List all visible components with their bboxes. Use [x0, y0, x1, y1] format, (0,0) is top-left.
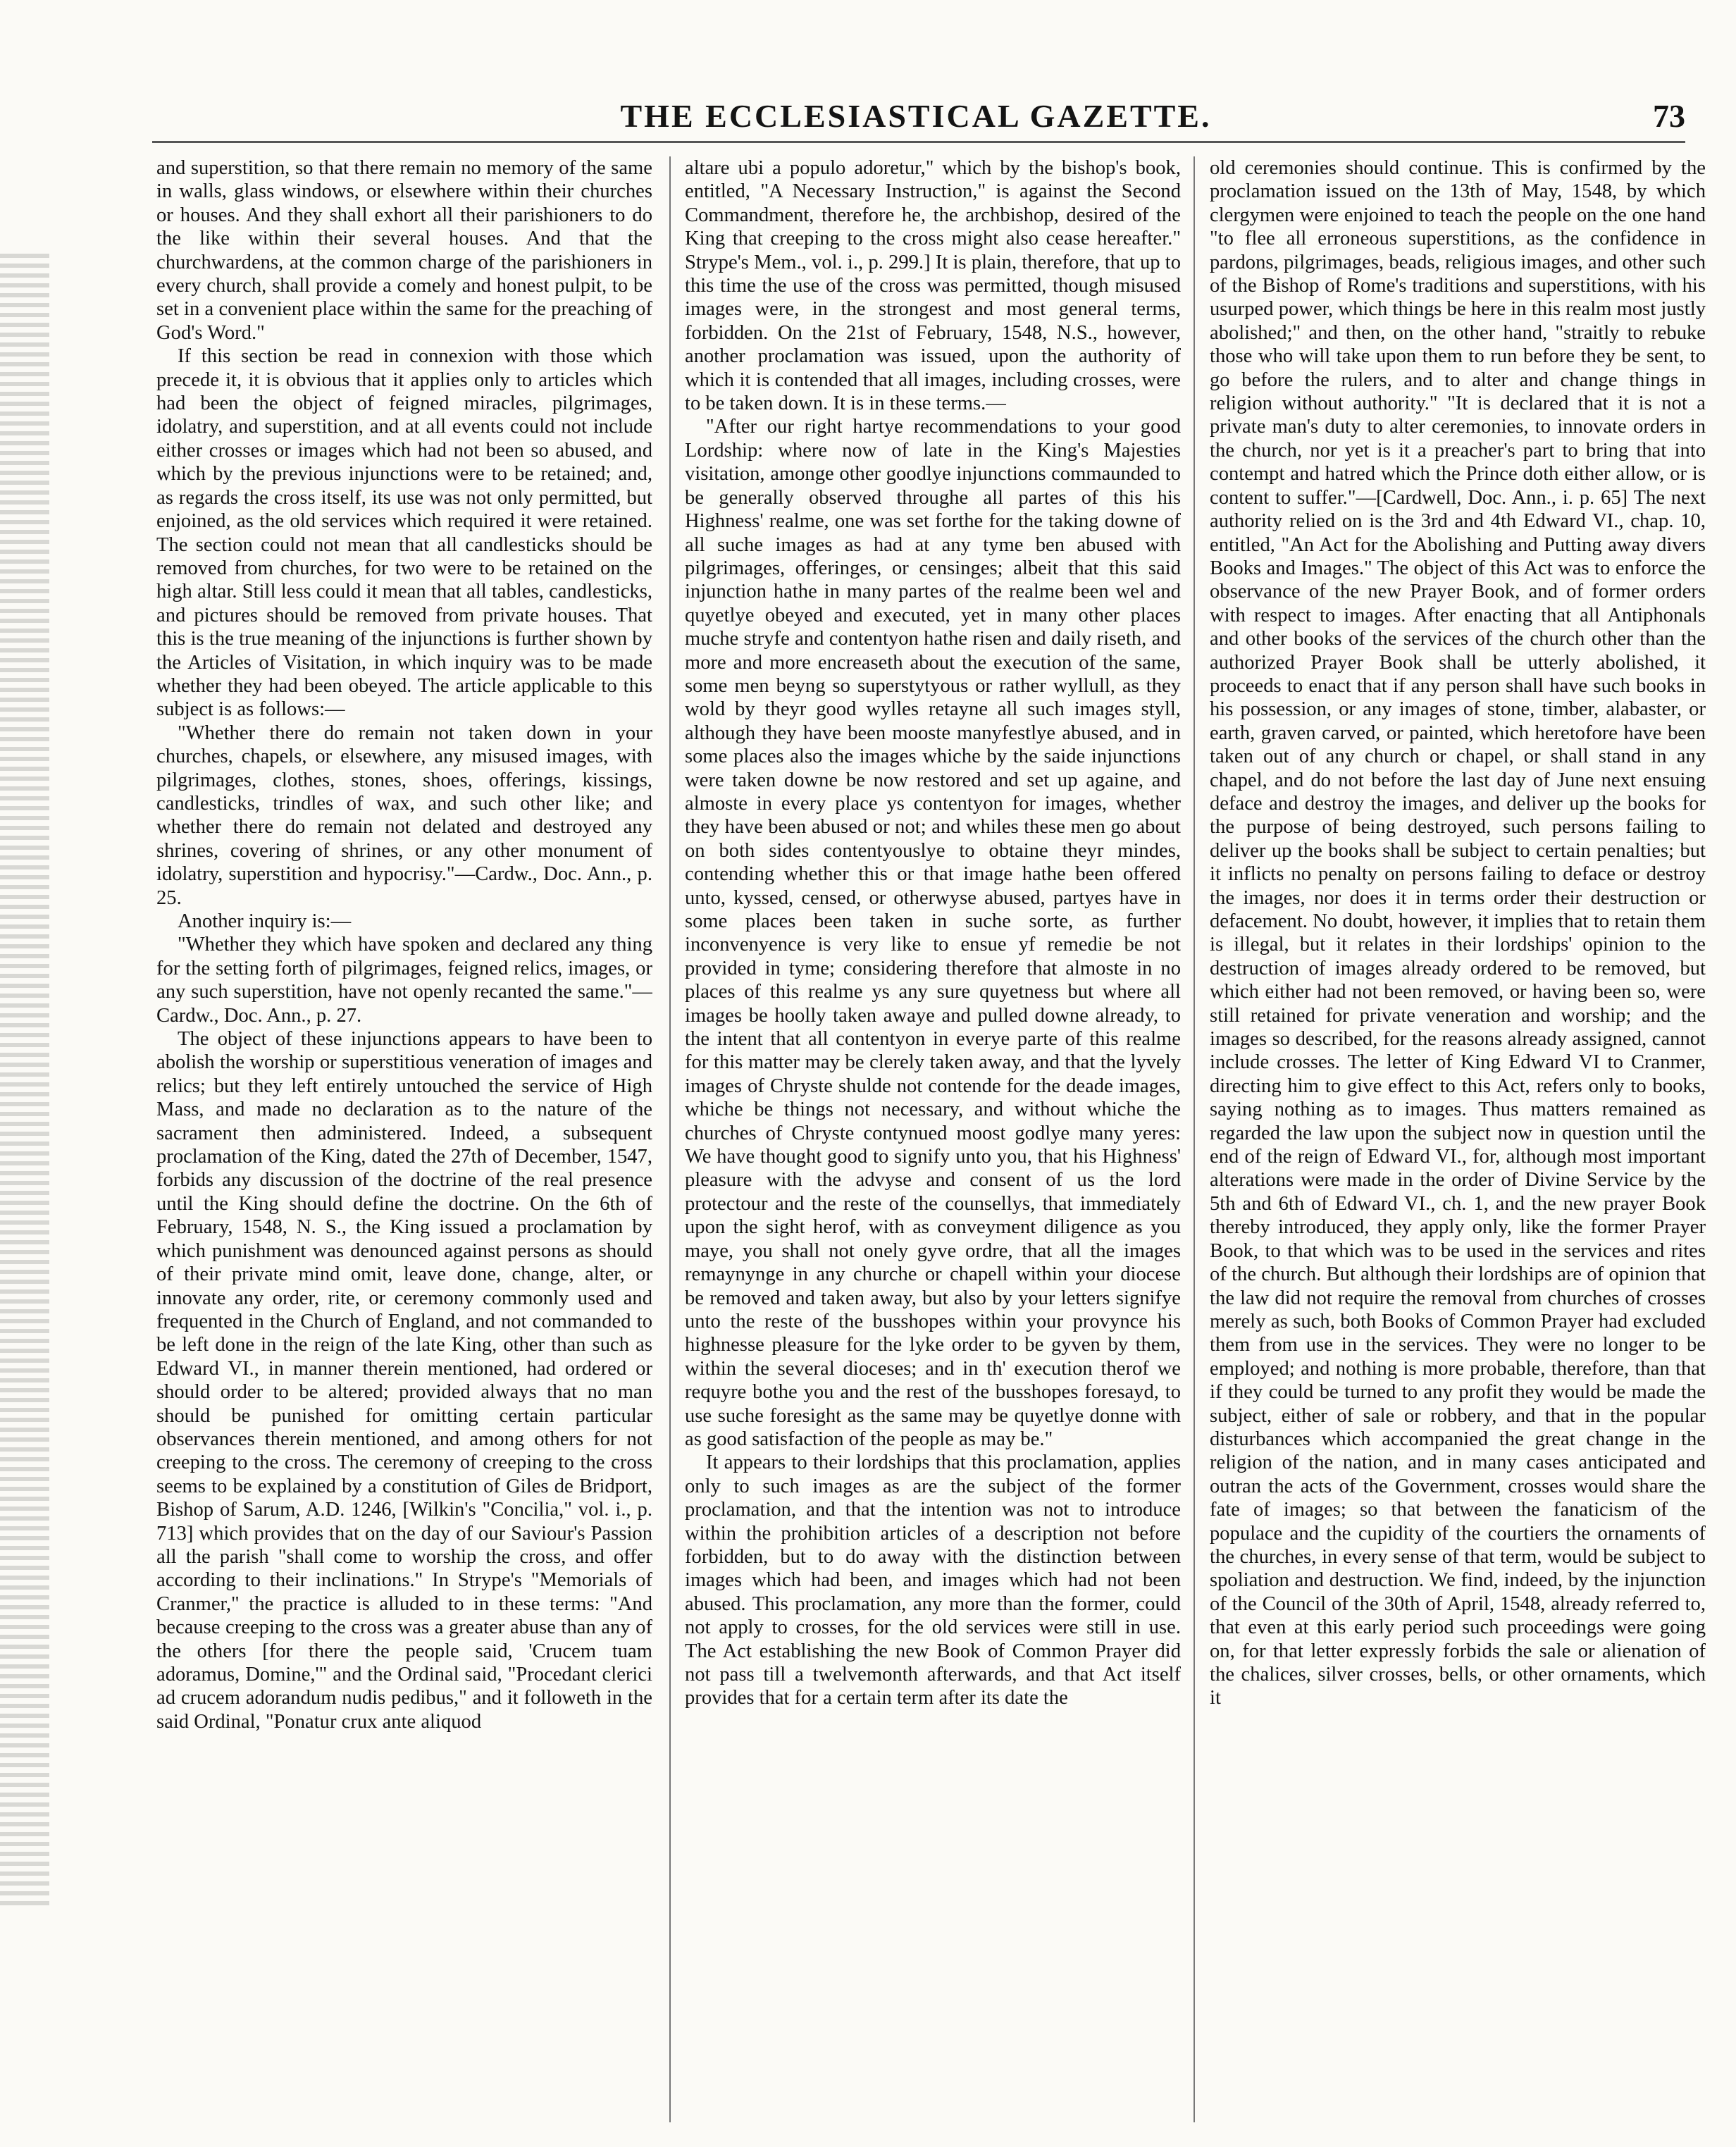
paragraph: "After our right hartye recommendations to your good Lordship: where now of late in the King's Majesties visitation, amonge other goodlye injunctions commaunded to be generally observed throughe all partes of this his Highness' realme, one was set forthe for the taking downe of all suche images as had at any tyme ben abused with pilgrimages, offeringes, or censinges; albeit that this said injunction hathe in many partes of the realme been wel and quyetlye obeyed and executed, yet in many other places muche stryfe and contentyon hathe risen and daily riseth, and more and more encreaseth about the execution of the same, some men beyng so superstytyous or rather wyllull, as they wold by theyr good wylles retayne all such images styll, although they have been mooste manyfestlye abused, and in some places also the images whiche by the saide injunctions were taken downe be now restored and set up againe, and almoste in every place ys contentyon for images, whether they have been abused or not; and whiles these men go about on both sides contentyouslye to obtaine theyr mindes, contending whether this or that image hathe been offered unto, kyssed, censed, or otherwyse abused, partyes have in some places been taken in suche sorte, as further inconvenyence is very like to ensue yf remedie be not provided in tyme; considering therefore that almoste in no places of this realme ys any sure quyetness but where all images be hoolly taken awaye and pulled downe already, to the intent that all contentyon in everye parte of this realme for this matter may be clerely taken away, and that the lyvely images of Chryste shulde not contende for the deade images, whiche be things not necessary, and without whiche the churches of Chryste contynued moost godlye many yeres: We have thought good to signify unto you, that his Highness' pleasure with the advyse and consent of us the lord protectour and the reste of the counsellys, that immediately upon the sight herof, with as conveyment diligence as you maye, you shall not onely gyve ordre, that all the images remaynynge in any churche or chapell within your diocese be removed and taken away, but also by your letters signifye unto the reste of the busshopes within your provynce his highnesse pleasure for the lyke order to be gyven by them, within the several dioceses; and in th' execution therof we requyre bothe you and the rest of the busshopes foresayd, to use suche foresight as the same may be quyetlye donne with as good satisfaction of the people as may be." [685, 416, 1181, 1450]
page-title: THE ECCLESIASTICAL GAZETTE. [620, 98, 1212, 134]
paragraph: Another inquiry is:— [178, 910, 352, 932]
paragraph: "Whether there do remain not taken down in your churches, chapels, or elsewhere, any misused images, with pilgrimages, clothes, stones, shoes, offerings, kissings, candlesticks, trindles of wax, and such other like; and whether there do remain not delated and destroyed any shrines, covering of shrines, or any other monument of idolatry, superstition and hypocrisy."—Cardw., Doc. Ann., p. 25. [156, 722, 652, 909]
text-column-2 [685, 156, 1181, 2122]
paragraph: It appears to their lordships that this proclamation, applies only to such images as are the subject of the former proclamation, and that the intention was not to introduce within the prohibition articles of a description not before forbidden, but to do away with the distinction between images which had been, and images which had not been abused. This proclamation, any more than the former, could not apply to crosses, for the old services were still in use. The Act establishing the new Book of Common Prayer did not pass till a twelvemonth afterwards, and that Act itself provides that for a certain term after its date the [685, 1452, 1181, 1709]
paragraph: and superstition, so that there remain no memory of the same in walls, glass windows, or elsewhere within their churches or houses. And they shall exhort all their parishioners to do the like within their several houses. And that the churchwardens, at the common charge of the parishioners in every church, shall provide a comely and honest pulpit, to be set in a convenient place within the same for the preaching of God's Word." [156, 157, 652, 344]
header-rule [152, 141, 1685, 143]
column-divider [1194, 156, 1195, 2122]
text-column-3 [1210, 156, 1706, 2122]
page-edge-shadow [0, 254, 49, 1910]
paragraph: If this section be read in connexion with those which precede it, it is obvious that it applies only to articles which had been the object of feigned miracles, pilgrimages, idolatry, and superstition, and at all events could not include either crosses or images which had not been so abused, and which by the previous injunctions were to be retained; and, as regards the cross itself, its use was not only permitted, but enjoined, as the old services which required it were retained. The section could not mean that all candlesticks should be removed from churches, for two were to be retained on the high altar. Still less could it mean that all tables, candlesticks, and pictures should be removed from private houses. That this is the true meaning of the injunctions is further shown by the Articles of Visitation, in which inquiry was to be made whether they had been obeyed. The article applicable to this subject is as follows:— [156, 345, 652, 721]
paragraph: "Whether they which have spoken and declared any thing for the setting forth of pilgrimages, feigned relics, images, or any such superstition, have not openly recanted the same."—Cardw., Doc. Ann., p. 27. [156, 934, 652, 1027]
paragraph: old ceremonies should continue. This is confirmed by the proclamation issued on the 13th of May, 1548, by which clergymen were enjoined to teach the people on the one hand "to flee all erroneous superstitions, as the confidence in pardons, pilgrimages, beads, religious images, and other such of the Bishop of Rome's traditions and superstitions, with his usurped power, which things be here in this realm most justly abolished;" and then, on the other hand, "straitly to rebuke those who will take upon them to run before they be sent, to go before the rulers, and to alter and change things in religion without authority." "It is declared that it is not a private man's duty to alter ceremonies, to innovate orders in the church, nor yet is it a preacher's part to bring that into contempt and hatred which the Prince doth either allow, or is content to suffer."—[Cardwell, Doc. Ann., i. p. 65] The next authority relied on is the 3rd and 4th Edward VI., chap. 10, entitled, "An Act for the Abolishing and Putting away divers Books and Images." The object of this Act was to enforce the observance of the new Prayer Book, and of former orders with respect to images. After enacting that all Antiphonals and other books of the services of the church other than the authorized Prayer Book shall be utterly abolished, it proceeds to enact that if any person shall have such books in his possession, or any images of stone, timber, alabaster, or earth, graven carved, or painted, which heretofore have been taken out of any church or chapel, or shall stand in any chapel, and do not before the last day of June next ensuing deface and destroy the images, and deliver up the books for the purpose of being destroyed, such persons failing to deliver up the books shall be subject to certain penalties; but it inflicts no penalty on persons failing to deface or destroy the images, nor does it in terms order their destruction or defacement. No doubt, however, it implies that to retain them is illegal, but it relates in their lordships' opinion to the destruction of images already ordered to be removed, but which either had not been removed, or having been so, were still retained for private veneration and worship; and the images so described, for the reasons already assigned, cannot include crosses. The letter of King Edward VI to Cranmer, directing him to give effect to this Act, refers only to books, saying nothing as to images. Thus matters remained as regarded the law upon the subject now in question until the end of the reign of Edward VI., for, although most important alterations were made in the order of Divine Service by the 5th and 6th of Edward VI., ch. 1, and the new prayer Book thereby introduced, they apply only, like the former Prayer Book, to that which was to be used in the services and rites of the church. But although their lordships are of opinion that the law did not require the removal from churches of crosses merely as such, both Books of Common Prayer had excluded them from use in the services. They were no longer to be employed; and nothing is more probable, therefore, than that if they could be turned to any profit they would be made the subject, either of sale or robbery, and that in the popular disturbances which accompanied the great change in the religion of the nation, and in many cases anticipated and outran the acts of the Government, crosses would share the fate of images; so that between the fanaticism of the populace and the cupidity of the courtiers the ornaments of the churches, in every sense of that term, would be subject to spoliation and destruction. We find, indeed, by the injunction of the Council of the 30th of April, 1548, already referred to, that even at this early period such proceedings were going on, for that letter expressly forbids the sale or alienation of the chalices, silver crosses, bells, or other ornaments, which it [1210, 157, 1706, 1709]
text-column-1 [156, 156, 652, 2122]
column-divider [669, 156, 671, 2122]
paragraph: The object of these injunctions appears to have been to abolish the worship or superstitious veneration of images and relics; but they left entirely untouched the service of High Mass, and made no declaration as to the nature of the sacrament then administered. Indeed, a subsequent proclamation of the King, dated the 27th of December, 1547, forbids any discussion of the doctrine of the real presence until the King should define the doctrine. On the 6th of February, 1548, N. S., the King issued a proclamation by which punishment was denounced against persons as should of their private mind omit, leave done, change, alter, or innovate any order, rite, or ceremony commonly used and frequented in the Church of England, and not commanded to be left done in the reign of the late King, other than such as Edward VI., in manner therein mentioned, had ordered or should order to be altered; provided always that no man should be punished for omitting certain particular observances therein mentioned, and among others for not creeping to the cross. The ceremony of creeping to the cross seems to be explained by a constitution of Giles de Bridport, Bishop of Sarum, A.D. 1246, [Wilkin's "Concilia," vol. i., p. 713] which provides that on the day of our Saviour's Passion all the parish "shall come to worship the cross, and offer according to their inclinations." In Strype's "Memorials of Cranmer," the practice is alluded to in these terms: "And because creeping to the cross was a greater abuse than any of the others [for there the people said, 'Crucem tuam adoramus, Domine,'" and the Ordinal said, "Procedant clerici ad crucem adorandum nudis pedibus," and it followeth in the said Ordinal, "Ponatur crux ante aliquod [156, 1028, 652, 1733]
paragraph: altare ubi a populo adoretur," which by the bishop's book, entitled, "A Necessary Instruction," is against the Second Commandment, therefore he, the archbishop, desired of the King that creeping to the cross might also cease hereafter." Strype's Mem., vol. i., p. 299.] It is plain, therefore, that up to this time the use of the cross was permitted, though misused images were, in the strongest and most general terms, forbidden. On the 21st of February, 1548, N.S., however, another proclamation was issued, upon the authority of which it is contended that all images, including crosses, were to be taken down. It is in these terms.— [685, 157, 1181, 415]
page-number: 73 [1653, 98, 1685, 134]
